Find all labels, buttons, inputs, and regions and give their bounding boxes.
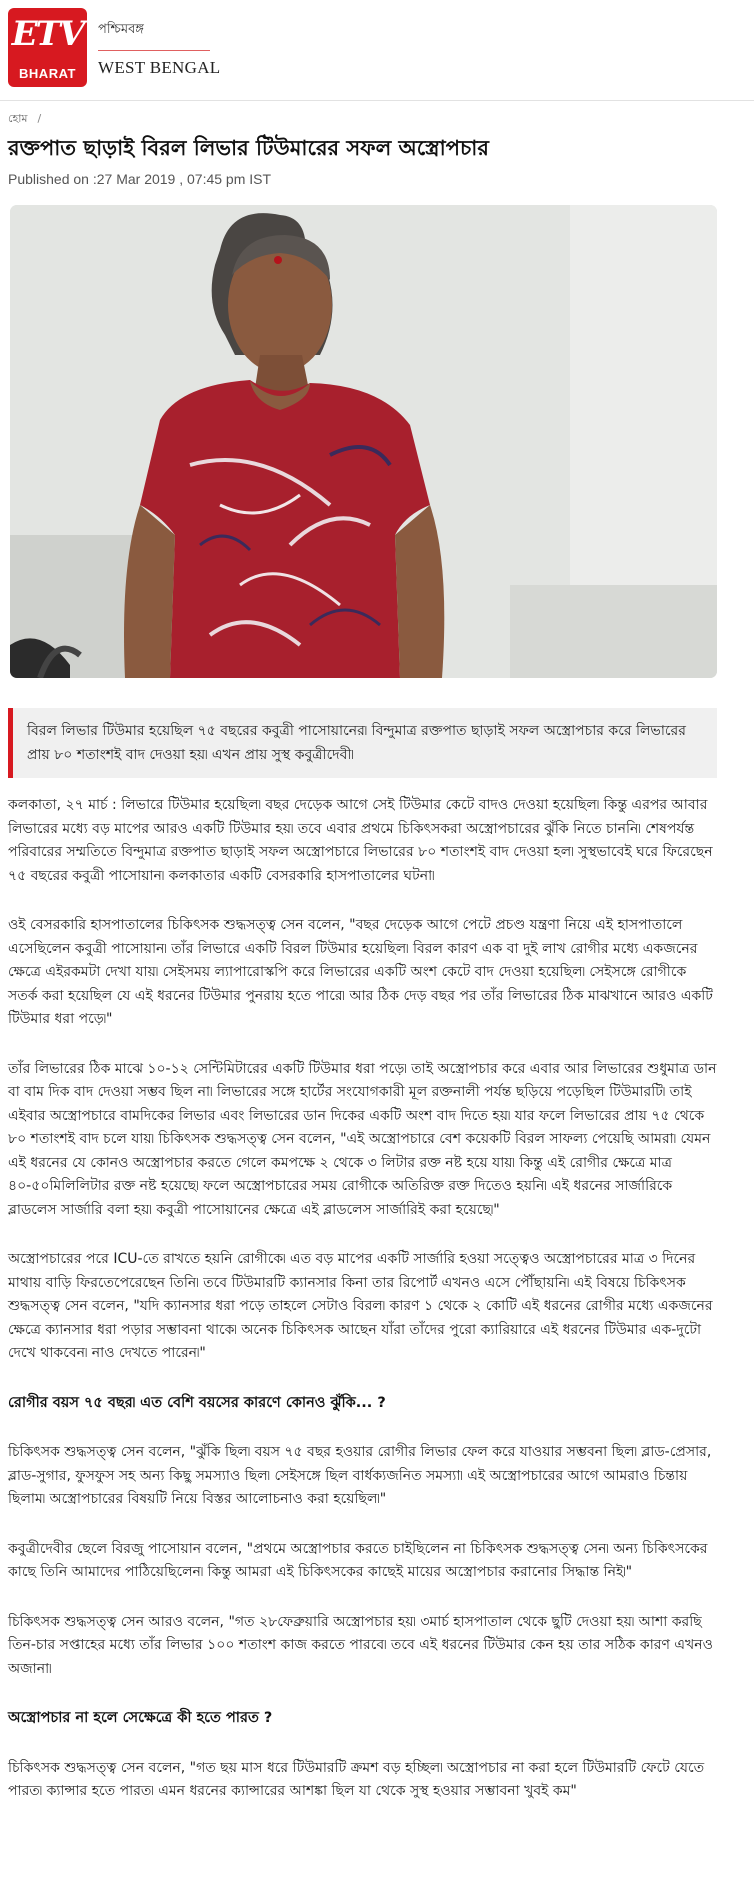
article-paragraph: চিকিৎসক শুদ্ধসত্ত্ব সেন আরও বলেন, "গত ২৮ফেব্রুয়ারি অস্ত্রোপচার হয়৷ ৩মার্চ হাসপাতাল থেকে ছুটি দেওয়া হয়৷ আশা করছি তিন-চার সপ্তাহের মধ্যে তাঁর লিভার ১০০ শতাংশ কাজ করতে পারবে৷ তবে এই ধরনের টিউমার কেন হয় তার সঠিক কারণ এখনও অজানা৷ [8,1613,713,1677]
section-heading: অস্ত্রোপচার না হলে সেক্ষেত্রে কী হতে পারত ? [8,1710,273,1726]
article-body [8,794,720,1830]
article-summary: বিরল লিভার টিউমার হয়েছিল ৭৫ বছরের কবুত্রী পাসোয়ানের৷ বিন্দুমাত্র রক্তপাত ছাড়াই সফল অস্ত্রোপচার করে লিভারের প্রায় ৮০ শতাংশই বাদ দেওয়া হয়৷ এখন প্রায় সুস্থ কবুত্রীদেবী৷ [8,708,717,778]
etv-bharat-logo[interactable] [8,8,87,87]
section-heading: রোগীর বয়স ৭৫ বছর৷ এত বেশি বয়সের কারণে কোনও ঝুঁকি... ? [8,1394,386,1411]
article-paragraph: চিকিৎসক শুদ্ধসত্ত্ব সেন বলেন, "ঝুঁকি ছিল৷ বয়স ৭৫ বছর হওয়ার রোগীর লিভার ফেল করে যাওয়ার সম্ভবনা ছিল৷ ব্লাড-প্রেসার, ব্লাড-সুগার, ফুসফুস সহ অন্য কিছু সমস্যাও ছিল৷ সেইসঙ্গে ছিল বার্ধক্যজনিত সমস্যা৷ এই অস্ত্রোপচারের আগে আমরাও চিন্তায় ছিলাম৷ অস্ত্রোপচারের বিষয়টি নিয়ে বিস্তর আলোচনাও করা হয়েছিল৷" [8,1444,712,1507]
article-paragraph: কলকাতা, ২৭ মার্চ : লিভারে টিউমার হয়েছিল৷ বছর দেড়েক আগে সেই টিউমার কেটে বাদও দেওয়া হয়েছিল৷ কিন্তু এরপর আবার লিভারের মধ্যে বড় মাপের আরও একটি টিউমার হয়৷ তবে এবার প্রথমে চিকিৎসকরা অস্ত্রোপচারের ঝুঁকি নিতে চাননি৷ শেষপর্যন্ত পরিবারের সম্মতিতে বিন্দুমাত্র রক্তপাত ছাড়াই সফল অস্ত্রোপচারে লিভারের ৮০ শতাংশই বাদ দেওয়া হল৷ সুস্থভাবেই ঘরে ফিরেছেন ৭৫ বছরের কবুত্রী পাসোয়ান৷ কলকাতার একটি বেসরকারি হাসপাতালের ঘটনা৷ [8,797,713,884]
logo-main-text: ETV [11,14,84,54]
article-title: রক্তপাত ছাড়াই বিরল লিভার টিউমারের সফল অস্ত্রোপচার [8,136,489,160]
breadcrumb [8,110,41,129]
patient-photo-illustration [10,205,717,678]
breadcrumb-home-link[interactable]: হোম [8,112,28,125]
region-divider [98,50,210,51]
header-divider [0,100,754,101]
article-paragraph: তাঁর লিভারের ঠিক মাঝে ১০-১২ সেন্টিমিটারের একটি টিউমার ধরা পড়ে৷ তাই অস্ত্রোপচার করে এবার আর লিভারের শুধুমাত্র ডান বা বাম দিক বাদ দেওয়া সম্ভব ছিল না৷ লিভারের সঙ্গে হার্টের সংযোগকারী মূল রক্তনালী পর্যন্ত ছড়িয়ে পড়েছিল টিউমারটি৷ তাই এইবার অস্ত্রোপচারে বামদিকের লিভার এবং লিভারের ডান দিকের একটি অংশ বাদ দিতে হয়৷ যার ফলে লিভারের প্রায় ৭৫ থেকে ৮০ শতাংশই বাদ চলে যায়৷ চিকিৎসক শুদ্ধসত্ত্ব সেন বলেন, "এই অস্ত্রোপচারে বেশ কয়েকটি বিরল সাফল্য পেয়েছি আমরা৷ যেমন এই ধরনের যে কোনও অস্ত্রোপচার করতে গেলে কমপক্ষে ২ থেকে ৩ লিটার রক্ত নষ্ট হয়ে যায়৷ কিন্তু এই রোগীর ক্ষেত্রে মাত্র ৪০-৫০মিলিলিটার রক্ত নষ্ট হয়েছে৷ ফলে অস্ত্রোপচারের সময় রোগীকে অতিরিক্ত রক্ত দিতেও হয়নি৷ এই ধরনের সার্জারিকে ব্লাডলেস সার্জারি বলা হয়৷ কবুত্রী পাসোয়ানের ক্ষেত্রে এই ব্লাডলেস সার্জারিই করা হয়েছে৷" [8,1060,717,1218]
region-local-name[interactable]: পশ্চিমবঙ্গ [98,22,144,37]
logo-sub-text: BHARAT [19,66,76,81]
region-english-name[interactable]: WEST BENGAL [98,58,221,77]
published-date: Published on :27 Mar 2019 , 07:45 pm IST [8,171,272,187]
article-paragraph: চিকিৎসক শুদ্ধসত্ত্ব সেন বলেন, "গত ছয় মাস ধরে টিউমারটি ক্রমশ বড় হচ্ছিল৷ অস্ত্রোপচার না করা হলে টিউমারটি ফেটে যেতে পারত৷ ক্যান্সার হতে পারত৷ এমন ধরনের ক্যান্সারের আশঙ্কা ছিল যা থেকে সুস্থ হওয়ার সম্ভাবনা খুবই কম" [8,1759,705,1799]
article-paragraph: অস্ত্রোপচারের পরে ICU-তে রাখতে হয়নি রোগীকে৷ এত বড় মাপের একটি সার্জারি হওয়া সত্ত্বেও অস্ত্রোপচারের মাত্র ৩ দিনের মাথায় বাড়ি ফিরতেপেরেছেন তিনি৷ তবে টিউমারটি ক্যানসার কিনা তার রিপোর্ট এখনও এসে পৌঁছায়নি৷ এই বিষয়ে চিকিৎসক শুদ্ধসত্ত্ব সেন বলেন, "যদি ক্যানসার ধরা পড়ে তাহলে সেটাও বিরল৷ কারণ ১ থেকে ২ কোটি এই ধরনের রোগীর মধ্যে একজনের ক্ষেত্রে ক্যানসার ধরা পড়ার সম্ভাবনা থাকে৷ অনেক চিকিৎসক আছেন যাঁরা তাঁদের পুরো ক্যারিয়ারে এই ধরনের টিউমার এক-দুটো দেখে থাকবেন৷ নাও দেখতে পারেন৷" [8,1251,713,1361]
breadcrumb-separator: / [37,112,42,125]
article-paragraph: ওই বেসরকারি হাসপাতালের চিকিৎসক শুদ্ধসত্ত্ব সেন বলেন, "বছর দেড়েক আগে পেটে প্রচণ্ড যন্ত্রণা নিয়ে এই হাসপাতালে এসেছিলেন কবুত্রী পাসোয়ান৷ তাঁর লিভারে একটি বিরল টিউমার হয়েছিল৷ বিরল কারণ এক বা দুই লাখ রোগীর মধ্যে একজনের ক্ষেত্রে এইরকমটা দেখা যায়৷ সেইসময় ল্যাপারোস্কপি করে লিভারের একটি অংশ কেটে বাদ দেওয়া হয়েছিল৷ সেইসঙ্গে রোগীকে সতর্ক করা হয়েছিল যে এই ধরনের টিউমার পুনরায় হতে পারে৷ আর ঠিক দেড় বছর পর তাঁর লিভারের ঠিক মাঝখানে আরও একটি টিউমার ধরা পড়ে৷" [8,917,713,1027]
site-header [0,0,754,100]
article-paragraph: কবুত্রীদেবীর ছেলে বিরজু পাসোয়ান বলেন, "প্রথমে অস্ত্রোপচার করতে চাইছিলেন না চিকিৎসক শুদ্ধসত্ত্ব সেন৷ অন্য চিকিৎসকের কাছে তিনি আমাদের পাঠিয়েছিলেন৷ কিন্তু আমরা এই চিকিৎসকের কাছেই মায়ের অস্ত্রোপচার করানোর সিদ্ধান্ত নিই৷" [8,1540,708,1580]
article-photo [10,205,717,678]
